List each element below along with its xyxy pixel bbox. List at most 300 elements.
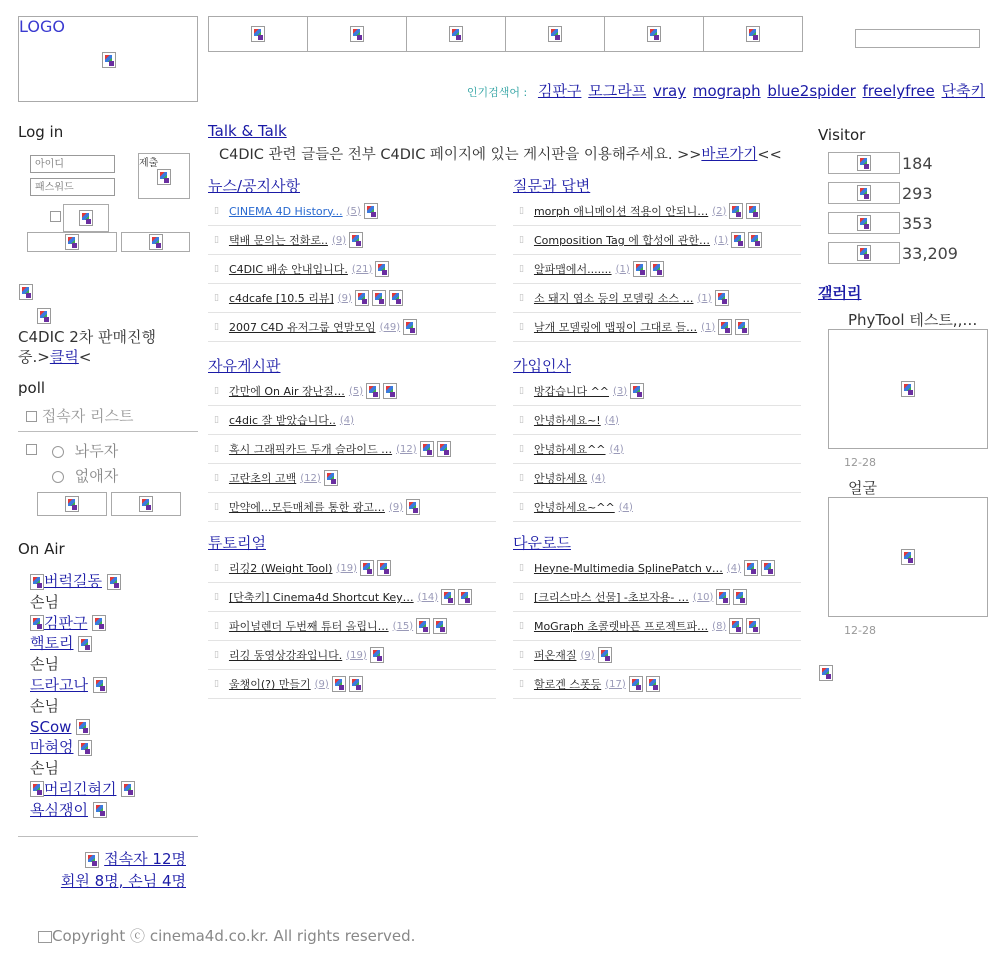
visitor-label-image: [828, 152, 900, 174]
promo-suffix: <: [78, 348, 92, 366]
post-title-link[interactable]: 간만에 On Air 장난질…: [228, 385, 345, 398]
menu-button-4[interactable]: [505, 16, 605, 52]
remember-checkbox[interactable]: [50, 211, 61, 222]
poll-vote-button[interactable]: [37, 492, 107, 516]
post-title-link[interactable]: MoGraph 초콜렛바픈 프로젝트파…: [533, 620, 709, 633]
promo-line-1: C4DIC 2차 판매진행: [18, 328, 156, 346]
list-item: [513, 313, 801, 342]
gallery-thumbnail[interactable]: [828, 329, 988, 449]
post-status-icon: [731, 232, 745, 248]
notice-message: C4DIC 관련 글들은 전부 C4DIC 페이지에 있는 게시판을 이용해주세요. >>: [219, 147, 702, 163]
post-title-link[interactable]: 고란초의 고백: [228, 472, 297, 485]
bullet-icon: ▯: [214, 444, 219, 454]
gallery-date: 12-28: [844, 624, 876, 637]
post-status-icon: [366, 383, 380, 399]
go-link[interactable]: 바로가기: [701, 147, 758, 163]
comment-count[interactable]: (5): [346, 205, 361, 217]
login-submit-button[interactable]: [138, 153, 190, 199]
list-item: [208, 284, 496, 313]
onair-user-link[interactable]: 머리긴혀기: [44, 779, 117, 798]
list-item: [513, 197, 801, 226]
post-title-link[interactable]: 리깅 동영상강좌입니다.: [228, 649, 343, 662]
visitor-label-image: [828, 182, 900, 204]
button-image-icon: [65, 496, 79, 512]
visitor-title: Visitor: [818, 126, 866, 144]
list-item: [208, 377, 496, 406]
post-title-link[interactable]: 안녕하세요: [533, 472, 588, 485]
list-item: [513, 284, 801, 313]
notice-suffix: <<: [757, 147, 782, 163]
comment-count[interactable]: (21): [351, 263, 373, 275]
post-title-link[interactable]: 방갑습니다 ^^: [533, 385, 610, 398]
post-title-link[interactable]: C4DIC 배송 안내입니다.: [228, 263, 348, 276]
popular-keyword-link[interactable]: blue2spider: [767, 82, 856, 100]
post-status-icon: [646, 676, 660, 692]
post-title-link[interactable]: 소 돼지 염소 등의 모델링 소스 …: [533, 292, 694, 305]
bullet-icon: ▯: [214, 322, 219, 332]
popular-keyword-link[interactable]: 모그라프: [588, 82, 647, 100]
user-icon: [85, 852, 99, 868]
menu-button-5[interactable]: [604, 16, 704, 52]
radio-icon[interactable]: [52, 446, 64, 458]
comment-count[interactable]: (3): [613, 385, 628, 397]
post-title-link[interactable]: 안녕하세요~!: [533, 414, 601, 427]
poll-option-label: 없애자: [74, 467, 119, 485]
footer: [38, 925, 415, 946]
post-title-link[interactable]: 택배 문의는 전화로..: [228, 234, 328, 247]
join-button[interactable]: [27, 232, 117, 252]
list-item: [208, 670, 496, 699]
onair-user-link[interactable]: 욕심쟁이: [30, 800, 88, 819]
post-status-icon: [360, 560, 374, 576]
post-status-icon: [746, 203, 760, 219]
onair-user[interactable]: [30, 633, 200, 654]
list-item: [513, 583, 801, 612]
onair-user-link[interactable]: 버럭길동: [44, 572, 102, 590]
board-title-link[interactable]: 뉴스/공지사항: [208, 177, 300, 195]
comment-count[interactable]: (15): [392, 620, 414, 632]
popular-label: 인기검색어 :: [466, 86, 528, 99]
onair-user[interactable]: [30, 800, 200, 821]
divider: [18, 836, 198, 837]
list-item: [513, 493, 801, 522]
onair-user[interactable]: [30, 779, 200, 800]
board-section: [208, 175, 496, 342]
popular-keywords: [467, 80, 985, 101]
board-title-link[interactable]: 가입인사: [513, 357, 571, 375]
submit-image-icon: [157, 169, 171, 185]
list-item: [513, 406, 801, 435]
board-section: [513, 355, 801, 522]
post-title-link[interactable]: CINEMA 4D History...: [228, 204, 343, 218]
post-status-icon: [629, 676, 643, 692]
user-status-icon: [78, 740, 92, 756]
post-status-icon: [441, 589, 455, 605]
post-title-link[interactable]: morph 애니메이션 적용이 안되니…: [533, 205, 709, 218]
bullet-icon: ▯: [214, 563, 219, 573]
onair-user-link[interactable]: 드라고나: [30, 675, 88, 694]
post-title-link[interactable]: [단축키] Cinema4d Shortcut Key…: [228, 591, 414, 604]
list-item: [208, 406, 496, 435]
post-status-icon: [349, 676, 363, 692]
post-status-icon: [355, 290, 369, 306]
poll-option-2[interactable]: [52, 465, 118, 486]
menu-button-2[interactable]: [307, 16, 407, 52]
onair-user[interactable]: [30, 737, 200, 758]
list-item: [513, 377, 801, 406]
post-status-icon: [332, 676, 346, 692]
post-title-link[interactable]: 날개 모델링에 맵핑이 그대로 들…: [533, 321, 698, 334]
submit-label: 제출: [139, 158, 159, 169]
post-status-icon: [729, 203, 743, 219]
comment-count[interactable]: (4): [618, 501, 633, 513]
comment-count[interactable]: (12): [396, 443, 417, 455]
post-status-icon: [349, 232, 363, 248]
board-list: [513, 197, 801, 342]
board-title-link[interactable]: 질문과 답변: [513, 177, 591, 195]
comment-count[interactable]: (4): [609, 443, 624, 455]
post-title-link[interactable]: Composition Tag 에 합성에 관한…: [533, 234, 711, 247]
banner-image-icon[interactable]: [37, 308, 51, 324]
post-title-link[interactable]: 혹시 그래픽카드 두개 슬라이드 …: [228, 443, 393, 456]
guest-label: 손님: [30, 759, 59, 778]
board-title-link[interactable]: 자유게시판: [208, 357, 281, 375]
post-status-icon: [735, 319, 749, 335]
connected-count[interactable]: [18, 848, 186, 870]
post-status-icon: [630, 383, 644, 399]
bullet-icon: ▯: [214, 235, 219, 245]
image-icon: [857, 155, 871, 171]
bullet-icon: ▯: [519, 444, 524, 454]
guest-label: 손님: [30, 592, 59, 611]
post-status-icon: [715, 290, 729, 306]
bullet-icon: ▯: [519, 386, 524, 396]
post-status-icon: [324, 470, 338, 486]
board-title-link[interactable]: 다운로드: [513, 534, 571, 552]
comment-count[interactable]: (19): [336, 562, 357, 574]
list-item: [513, 612, 801, 641]
onair-user-link[interactable]: 핵토리: [30, 634, 74, 653]
list-item: [513, 670, 801, 699]
user-status-icon: [92, 615, 106, 631]
notice-text: [219, 143, 782, 164]
menu-image-icon: [647, 26, 661, 42]
user-status-icon: [107, 574, 121, 590]
button-image-icon: [149, 234, 163, 250]
divider: [18, 431, 198, 432]
menu-button-6[interactable]: [703, 16, 803, 52]
bullet-icon: ▯: [214, 650, 219, 660]
user-status-icon: [93, 677, 107, 693]
onair-user-link[interactable]: 마혀엉: [30, 738, 74, 757]
board-section: [513, 532, 801, 699]
visitor-count: 184: [902, 153, 933, 173]
comment-count[interactable]: (5): [348, 385, 364, 397]
list-item: [513, 464, 801, 493]
board-title-link[interactable]: 튜토리얼: [208, 534, 266, 552]
list-item: [208, 612, 496, 641]
comment-count[interactable]: (2): [712, 205, 727, 217]
bullet-icon: ▯: [214, 473, 219, 483]
post-title-link[interactable]: 2007 C4D 유저그룹 연말모임: [228, 321, 376, 334]
button-image-icon: [139, 496, 153, 512]
post-status-icon: [375, 261, 389, 277]
popular-keyword-link[interactable]: mograph: [692, 82, 761, 100]
visitor-row: [828, 151, 958, 175]
onair-user[interactable]: [30, 571, 200, 592]
post-status-icon: [389, 290, 403, 306]
post-status-icon: [372, 290, 386, 306]
checkbox-icon: [26, 411, 37, 422]
poll-result-button[interactable]: [111, 492, 181, 516]
onair-user-link[interactable]: 김판구: [44, 613, 88, 632]
gallery-date: 12-28: [844, 456, 876, 469]
bullet-icon: ▯: [214, 415, 219, 425]
visitor-label-image: [828, 212, 900, 234]
post-title-link[interactable]: 리깅2 (Weight Tool): [228, 562, 333, 575]
onair-user[interactable]: [30, 717, 200, 738]
list-item: [513, 435, 801, 464]
bullet-icon: ▯: [519, 621, 524, 631]
post-title-link[interactable]: [크리스마스 선물] -초보자용- …: [533, 591, 689, 604]
board-list: [208, 554, 496, 699]
list-item: [208, 464, 496, 493]
bullet-icon: ▯: [519, 415, 524, 425]
find-account-button[interactable]: [121, 232, 190, 252]
gallery-thumbnail[interactable]: [828, 497, 988, 617]
comment-count[interactable]: (4): [591, 472, 606, 484]
post-status-icon: [748, 232, 762, 248]
post-title-link[interactable]: 퍼온재질: [533, 649, 577, 662]
password-field[interactable]: [30, 178, 115, 196]
board-section: [513, 175, 801, 342]
visitor-count: 293: [902, 183, 933, 203]
user-status-icon: [76, 719, 90, 735]
save-id-button[interactable]: [63, 204, 109, 232]
talk-title-link[interactable]: Talk & Talk: [208, 122, 287, 140]
post-status-icon: [744, 560, 758, 576]
post-title-link[interactable]: 안녕하세요~^^: [533, 501, 615, 514]
comment-count[interactable]: (1): [615, 263, 630, 275]
post-title-link[interactable]: 안녕하세요^^: [533, 443, 606, 456]
onair-title: On Air: [18, 540, 65, 558]
bullet-icon: ▯: [214, 592, 219, 602]
post-status-icon: [433, 618, 447, 634]
comment-count[interactable]: (1): [714, 234, 729, 246]
post-title-link[interactable]: 파이널렌더 두번째 튜터 올립니…: [228, 620, 389, 633]
post-title-link[interactable]: c4dic 잘 받았습니다..: [228, 414, 336, 427]
comment-count[interactable]: (17): [605, 678, 626, 690]
popular-keyword-link[interactable]: 단축키: [941, 82, 985, 100]
visitor-list: [828, 151, 958, 271]
post-status-icon: [733, 589, 747, 605]
post-status-icon: [633, 261, 647, 277]
bullet-icon: ▯: [519, 235, 524, 245]
comment-count[interactable]: (4): [726, 562, 742, 574]
gallery-item-title[interactable]: PhyTool 테스트,,…: [848, 311, 978, 329]
comment-count[interactable]: (1): [701, 321, 716, 333]
guest-label: 손님: [30, 655, 59, 674]
menu-image-icon: [746, 26, 760, 42]
list-item: [513, 226, 801, 255]
comment-count[interactable]: (9): [314, 678, 329, 690]
post-status-icon: [403, 319, 417, 335]
post-title-link[interactable]: 울챙이(?) 만들기: [228, 678, 311, 691]
visitor-label-image: [828, 242, 900, 264]
bullet-icon: ▯: [519, 502, 524, 512]
comment-count[interactable]: (9): [337, 292, 352, 304]
list-item: [208, 583, 496, 612]
post-title-link[interactable]: c4dcafe [10.5 리뷰]: [228, 292, 334, 305]
comment-count[interactable]: (9): [331, 234, 347, 246]
menu-image-icon: [449, 26, 463, 42]
copyright-text: Copyright ⓒ cinema4d.co.kr. All rights reserved.: [52, 927, 416, 945]
bullet-icon: ▯: [519, 206, 524, 216]
menu-image-icon: [548, 26, 562, 42]
user-level-icon: [30, 615, 44, 631]
list-item: [513, 255, 801, 284]
user-level-icon: [30, 574, 44, 590]
popular-keyword-link[interactable]: freelyfree: [862, 82, 935, 100]
board-list: [208, 377, 496, 522]
gallery-item-title[interactable]: 얼굴: [848, 479, 877, 497]
comment-count[interactable]: (49): [379, 321, 401, 333]
image-icon: [857, 215, 871, 231]
visitor-row: [828, 181, 958, 205]
search-input[interactable]: [855, 29, 980, 48]
list-item: [208, 493, 496, 522]
post-status-icon: [761, 560, 775, 576]
poll-option-1[interactable]: [52, 440, 118, 461]
comment-count[interactable]: (1): [697, 292, 712, 304]
bullet-icon: ▯: [519, 264, 524, 274]
user-level-icon: [30, 781, 44, 797]
list-item: [208, 554, 496, 583]
poll-question: [26, 405, 134, 426]
footer-image-icon: [38, 931, 52, 943]
image-icon: [857, 185, 871, 201]
comment-count[interactable]: (14): [417, 591, 439, 603]
menu-button-1[interactable]: [208, 16, 308, 52]
bullet-icon: ▯: [214, 293, 219, 303]
menu-button-3[interactable]: [406, 16, 506, 52]
visitor-row: [828, 211, 958, 235]
onair-user[interactable]: [30, 675, 200, 696]
comment-count[interactable]: (12): [300, 472, 321, 484]
bullet-icon: ▯: [214, 679, 219, 689]
post-status-icon: [718, 319, 732, 335]
board-list: [513, 377, 801, 522]
member-guest-count-link[interactable]: 회원 8명, 손님 4명: [60, 872, 186, 890]
comment-count[interactable]: (9): [388, 501, 404, 513]
top-menu: [208, 16, 803, 52]
visitor-count: 353: [902, 213, 933, 233]
onair-user-link[interactable]: SCow: [30, 717, 72, 736]
button-image-icon: [65, 234, 79, 250]
list-item: [513, 554, 801, 583]
board-section: [208, 532, 496, 699]
post-status-icon: [729, 618, 743, 634]
logo-box[interactable]: [18, 16, 198, 102]
logo-image-icon: [102, 52, 116, 68]
onair-user[interactable]: [30, 613, 200, 634]
user-status-icon: [121, 781, 135, 797]
banner-image-icon[interactable]: [819, 665, 833, 681]
post-status-icon: [437, 441, 451, 457]
board-section: [208, 355, 496, 522]
post-status-icon: [716, 589, 730, 605]
radio-icon[interactable]: [52, 471, 64, 483]
bullet-icon: ▯: [214, 386, 219, 396]
image-icon: [901, 549, 915, 565]
connected-count-link[interactable]: 접속자 12명: [104, 850, 186, 868]
post-status-icon: [377, 560, 391, 576]
comment-count[interactable]: (4): [339, 414, 354, 426]
post-status-icon: [420, 441, 434, 457]
bullet-icon: ▯: [214, 206, 219, 216]
post-status-icon: [416, 618, 430, 634]
promo-text: [18, 327, 198, 367]
list-item: [208, 197, 496, 226]
id-field[interactable]: [30, 155, 115, 173]
post-status-icon: [458, 589, 472, 605]
guest-label: 손님: [30, 696, 59, 715]
post-status-icon: [383, 383, 397, 399]
bullet-icon: ▯: [519, 650, 524, 660]
comment-count[interactable]: (8): [712, 620, 727, 632]
button-image-icon: [79, 210, 93, 226]
gallery-title-link[interactable]: 갤러리: [818, 284, 862, 302]
visitor-count: 33,209: [902, 243, 958, 263]
popular-keyword-link[interactable]: 김판구: [537, 82, 582, 100]
bullet-icon: ▯: [519, 679, 524, 689]
poll-title: poll: [18, 379, 46, 397]
post-status-icon: [370, 647, 384, 663]
list-item: [208, 435, 496, 464]
poll-subtitle: 접속자 리스트: [41, 407, 134, 425]
promo-click-link[interactable]: 클릭: [49, 348, 79, 366]
menu-image-icon: [350, 26, 364, 42]
comment-count[interactable]: (10): [692, 591, 714, 603]
onair-list: [30, 571, 200, 821]
comment-count[interactable]: (4): [604, 414, 619, 426]
bullet-icon: ▯: [214, 621, 219, 631]
bullet-icon: ▯: [519, 293, 524, 303]
bullet-icon: ▯: [519, 592, 524, 602]
comment-count[interactable]: (9): [580, 649, 595, 661]
bullet-icon: ▯: [519, 473, 524, 483]
post-title-link[interactable]: 알파맵에서.......: [533, 263, 612, 276]
logo-text: LOGO: [19, 17, 65, 36]
banner-image-icon[interactable]: [19, 284, 33, 300]
bullet-icon: ▯: [214, 264, 219, 274]
popular-keyword-link[interactable]: vray: [652, 82, 687, 100]
list-item: [513, 641, 801, 670]
list-item: [208, 226, 496, 255]
post-status-icon: [650, 261, 664, 277]
post-title-link[interactable]: 만약에...모든매체를 통한 광고…: [228, 501, 385, 514]
poll-option-label: 놔두자: [74, 442, 119, 460]
comment-count[interactable]: (19): [346, 649, 367, 661]
post-title-link[interactable]: Heyne-Multimedia SplinePatch v…: [533, 561, 723, 575]
board-list: [208, 197, 496, 342]
poll-checkbox[interactable]: [26, 444, 37, 455]
post-title-link[interactable]: 할로겐 스폿등: [533, 678, 602, 691]
onair-summary: [18, 848, 186, 892]
bullet-icon: ▯: [519, 563, 524, 573]
list-item: [208, 641, 496, 670]
bullet-icon: ▯: [214, 502, 219, 512]
